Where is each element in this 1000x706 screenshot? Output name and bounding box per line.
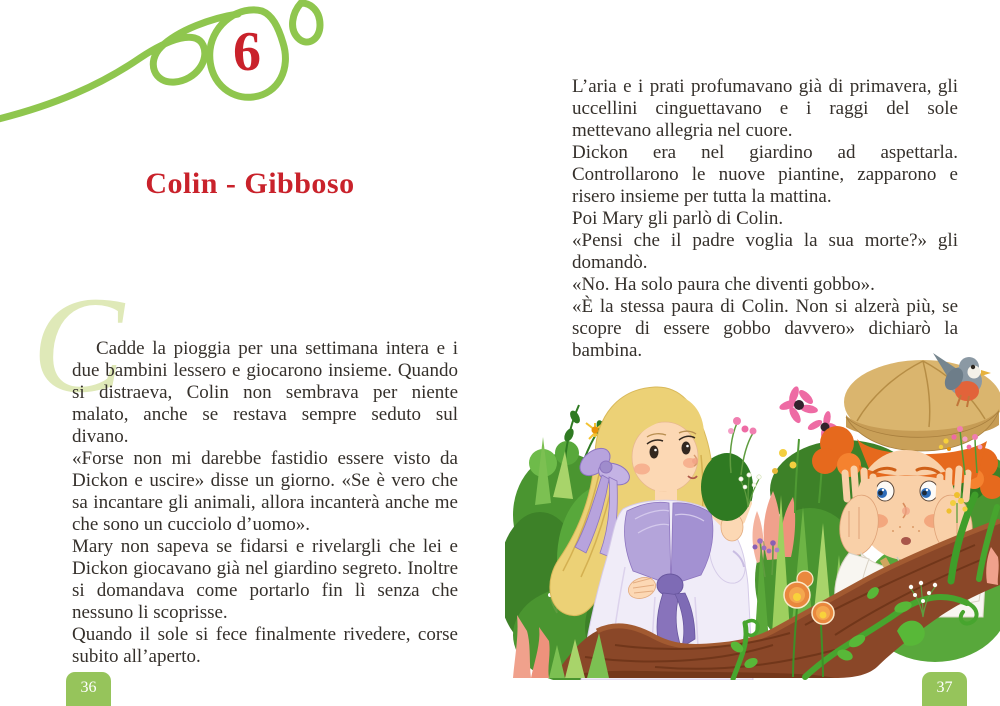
chapter-number: 6 [233, 21, 261, 83]
page-number-right: 37 [922, 672, 967, 706]
body-paragraph: «È la stessa paura di Colin. Non si alzerà più, se scopre di essere gobbo davvero» dichiarò la bambina. [572, 296, 958, 361]
body-paragraph: L’aria e i prati profumavano già di primavera, gli uccellini cinguettavano e i raggi del sole mettevano allegria nel cuore. [572, 76, 958, 141]
body-paragraph: Mary non sapeva se fidarsi e rivelargli che lei e Dickon giocavano già nel giardino segreto. Inoltre si domandava come portarlo fin lì senza che nessuno li scoprisse. [72, 536, 458, 623]
chapter-flourish [0, 0, 340, 135]
body-paragraph: «Forse non mi darebbe fastidio essere visto da Dickon e uscire» disse un giorno. «Se è vero che sa incantare gli animali, allora incanterà anche me che sono un cucciolo d’uomo». [72, 448, 458, 535]
left-page-text [72, 338, 458, 668]
body-paragraph: Dickon era nel giardino ad aspettarla. Controllarono le nuove piantine, zapparono e risero insieme per tutta la mattina. [572, 142, 958, 207]
body-paragraph: «No. Ha solo paura che diventi gobbo». [572, 274, 875, 295]
page-number-left: 36 [66, 672, 111, 706]
garden-illustration [505, 345, 1000, 680]
drop-cap: C [32, 268, 125, 421]
right-page-text [572, 76, 958, 362]
body-paragraph: Cadde la pioggia per una settimana intera e i due bambini lessero e giocarono insieme. Quando si distraeva, Colin non sembrava per niente malato, anche se restava sempre seduto sul divano. [72, 338, 458, 447]
body-paragraph: Quando il sole si fece finalmente rivedere, corse subito all’aperto. [72, 624, 458, 667]
body-paragraph: «Pensi che il padre voglia la sua morte?» gli domandò. [572, 230, 958, 273]
body-paragraph: Poi Mary gli parlò di Colin. [572, 208, 784, 229]
chapter-title: Colin - Gibboso [145, 167, 355, 200]
